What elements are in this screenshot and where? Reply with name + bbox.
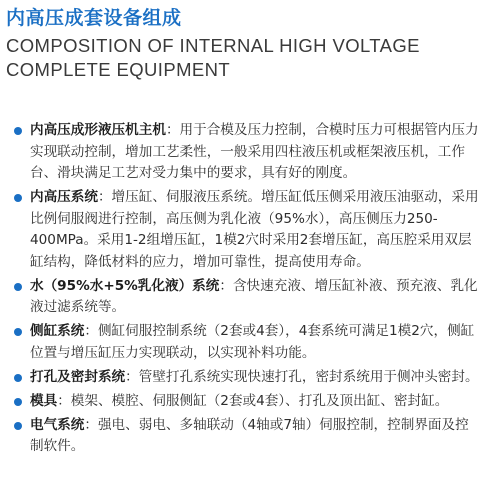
list-item-water-system (12, 276, 482, 319)
item-heading: 侧缸系统 (30, 323, 85, 339)
list-item-punch-seal-system (12, 367, 482, 389)
list-item-high-pressure-system (12, 187, 482, 273)
component-list (12, 120, 482, 460)
subtitle-line-2: COMPLETE EQUIPMENT (6, 59, 231, 80)
item-heading: 内高压系统 (30, 189, 98, 205)
bullet-icon (14, 194, 22, 202)
bullet-icon (14, 422, 22, 430)
page-subtitle (6, 34, 486, 82)
item-description: ：含快速充液、增压缸补液、预充液、乳化液过滤系统等。 (30, 277, 478, 315)
bullet-icon (14, 374, 22, 382)
item-heading: 打孔及密封系统 (30, 368, 126, 385)
bullet-icon (14, 398, 22, 406)
bullet-icon (14, 127, 22, 135)
list-item-side-cylinder-system (12, 321, 482, 364)
item-heading: 水（95%水+5%乳化液）系统 (30, 277, 220, 294)
item-description: ：增压缸、伺服液压系统。增压缸低压侧采用液压油驱动，采用比例伺服阀进行控制，高压侧为乳化液（95%水），高压侧压力250-400MPa。采用1-2组增压缸，1模2穴时采用2套增压缸，高压腔采用双层缸结构，降低材料的应力，增加可靠性，提高使用寿命。 (30, 189, 479, 270)
subtitle-line-1: COMPOSITION OF INTERNAL HIGH VOLTAGE (6, 35, 420, 56)
list-item-electrical-system (12, 415, 482, 458)
header (6, 6, 486, 82)
bullet-icon (14, 328, 22, 336)
bullet-icon (14, 283, 22, 291)
item-description: ：用于合模及压力控制，合模时压力可根据管内压力实现联动控制，增加工艺柔性，一般采用四柱液压机或框架液压机，工作台、滑块满足工艺对受力集中的要求，具有好的刚度。 (30, 122, 479, 181)
page-title: 内高压成套设备组成 (6, 7, 182, 29)
item-heading: 模具 (30, 392, 58, 409)
list-item-main-press (12, 120, 482, 185)
item-heading: 电气系统 (30, 416, 85, 433)
item-heading: 内高压成形液压机主机 (30, 122, 166, 138)
item-description: ：侧缸伺服控制系统（2套或4套），4套系统可满足1模2穴，侧缸位置与增压缸压力实现联动，以实现补料功能。 (30, 323, 475, 361)
item-description: ：强电、弱电、多轴联动（4轴或7轴）伺服控制，控制界面及控制软件。 (30, 416, 469, 454)
list-item-mold (12, 391, 482, 413)
item-description: ：模架、模腔、伺服侧缸（2套或4套）、打孔及顶出缸、密封缸。 (57, 392, 449, 409)
item-description: ：管壁打孔系统实现快速打孔，密封系统用于侧冲头密封。 (125, 368, 479, 385)
